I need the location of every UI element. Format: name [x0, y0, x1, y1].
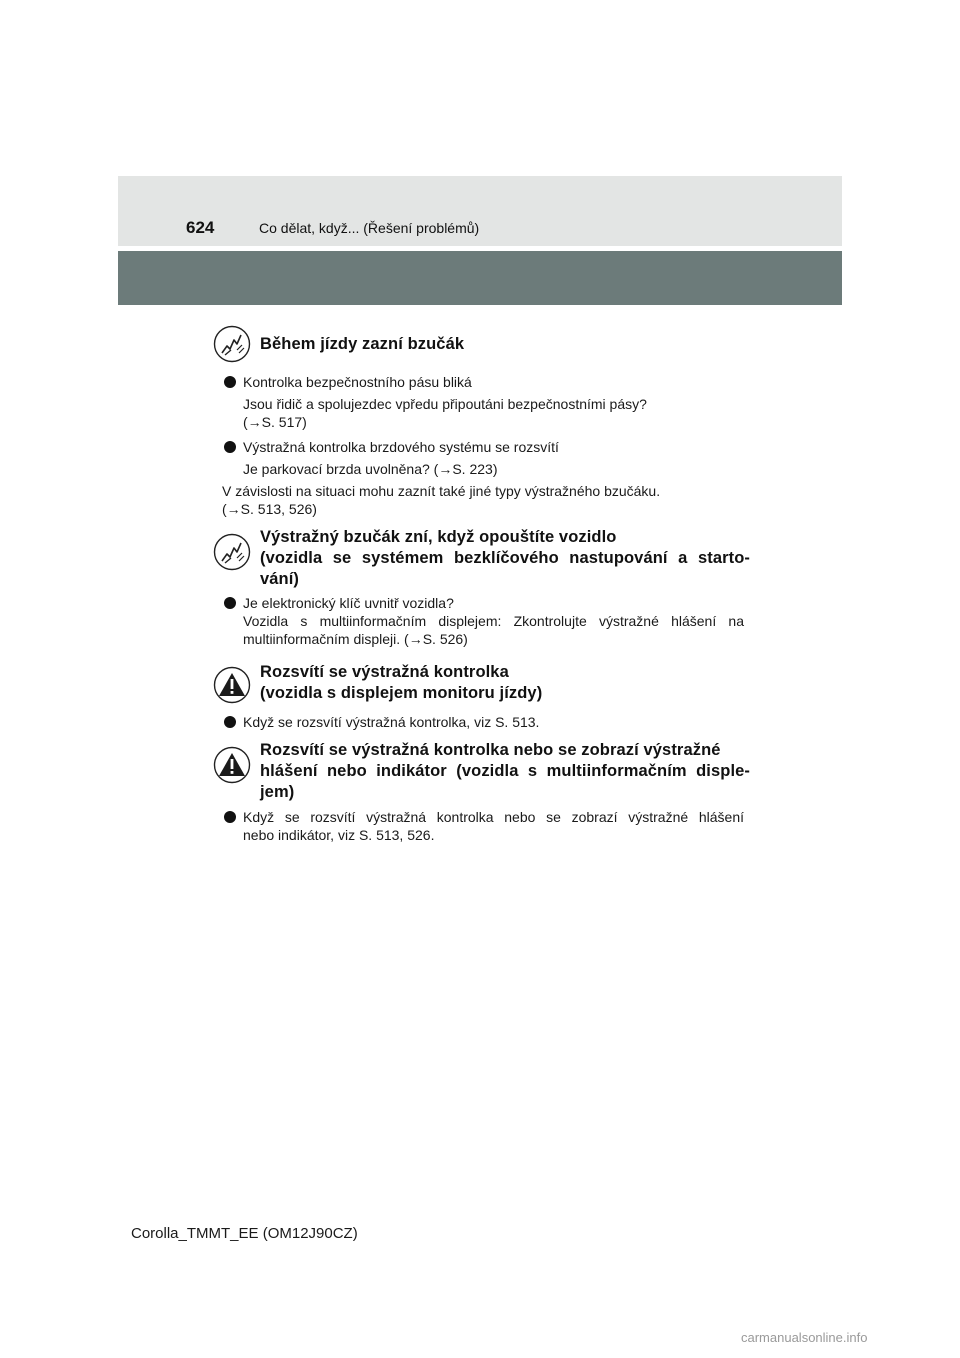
- watermark: carmanualsonline.info: [741, 1330, 868, 1345]
- section-heading: Rozsvítí se výstražná kontrolka (vozidla s displejem monitoru jízdy): [260, 663, 543, 702]
- bullet: [224, 597, 236, 609]
- list-item: Je elektronický klíč uvnitř vozidla? Vozidla s multiinformačním displejem: Zkontrolujte výstražné hlášení na multiinformačním displeji. (→S. 526): [243, 595, 744, 647]
- paragraph: Je parkovací brzda uvolněna? (→S. 223): [243, 461, 498, 477]
- list-item: Když se rozsvítí výstražná kontrolka nebo se zobrazí výstražné hlášení nebo indikátor, viz S. 513, 526.: [243, 809, 744, 843]
- section-heading: Výstražný bzučák zní, když opouštíte vozidlo (vozidla se systémem bezklíčového nastupování a starto- vání): [260, 528, 750, 588]
- footer-model-code: Corolla_TMMT_EE (OM12J90CZ): [131, 1225, 358, 1242]
- bullet: [224, 716, 236, 728]
- bullet: [224, 811, 236, 823]
- list-item: Výstražná kontrolka brzdového systému se rozsvítí: [243, 439, 559, 455]
- list-item: Když se rozsvítí výstražná kontrolka, viz S. 513.: [243, 714, 540, 730]
- chapter-title: Co dělat, když... (Řešení problémů): [259, 220, 480, 236]
- buzzer-icon: [213, 533, 251, 571]
- warning-icon: [213, 746, 251, 784]
- header-band: [118, 176, 842, 246]
- bullet: [224, 376, 236, 388]
- section-heading: Během jízdy zazní bzučák: [260, 335, 465, 353]
- page-number: 624: [186, 218, 215, 237]
- paragraph: Jsou řidič a spolujezdec vpředu připoutáni bezpečnostními pásy? (→S. 517): [243, 396, 647, 430]
- warning-icon: [213, 666, 251, 704]
- section-band: [118, 251, 842, 305]
- list-item: Kontrolka bezpečnostního pásu bliká: [243, 374, 472, 390]
- section-heading: Rozsvítí se výstražná kontrolka nebo se zobrazí výstražné hlášení nebo indikátor (vozidla s multiinformačním disple- jem): [260, 741, 750, 801]
- buzzer-icon: [213, 325, 251, 363]
- bullet: [224, 441, 236, 453]
- paragraph: V závislosti na situaci mohu zaznít také jiné typy výstražného bzučáku. (→S. 513, 526): [222, 483, 661, 517]
